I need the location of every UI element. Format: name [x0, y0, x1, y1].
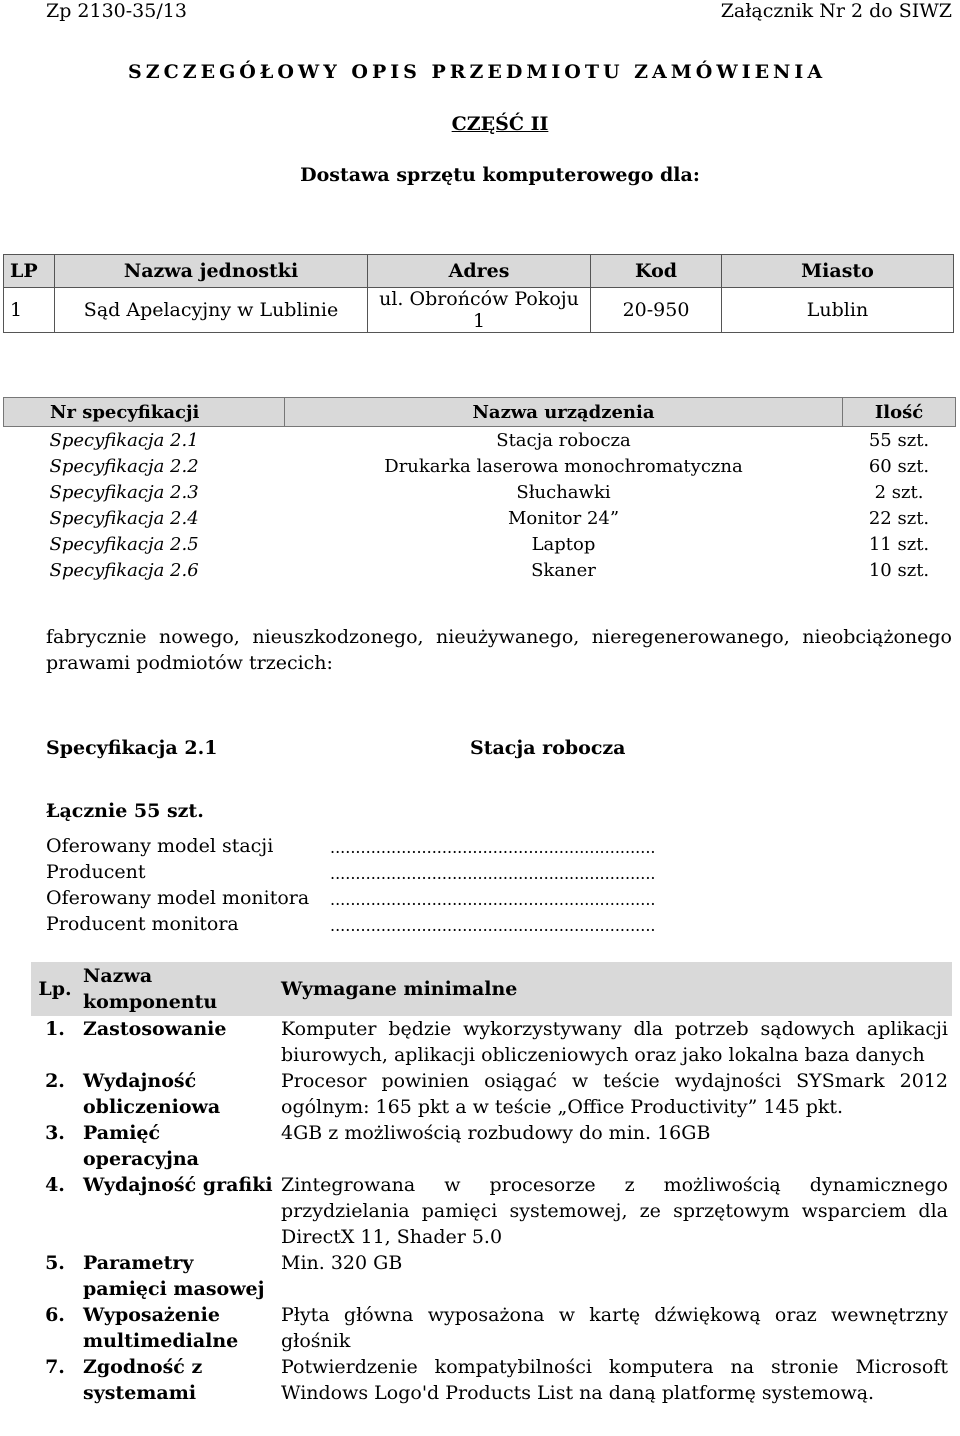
row-component: Zgodność z systemami [83, 1356, 203, 1404]
row-component: Zastosowanie [83, 1018, 227, 1040]
field-value: ................................................................ [330, 864, 656, 883]
field-label: Producent [46, 861, 146, 883]
location-table-header [4, 255, 954, 288]
header-component: Nazwa komponentu [79, 962, 277, 1016]
table-row [4, 531, 956, 557]
table-row [31, 1068, 952, 1120]
cell-address: ul. Obrońców Pokoju 1 [368, 288, 591, 333]
table-row [4, 453, 956, 479]
section-device-name: Stacja robocza [470, 737, 626, 759]
header-address: Adres [368, 255, 591, 288]
cell-spec-number: Specyfikacja 2.4 [49, 507, 199, 529]
header-lp: LP [4, 255, 55, 288]
field-value: ................................................................ [330, 838, 656, 857]
row-requirement: 4GB z możliwością rozbudowy do min. 16GB [281, 1122, 711, 1144]
header-unit-name: Nazwa jednostki [55, 255, 368, 288]
cell-spec-number: Specyfikacja 2.2 [49, 455, 199, 477]
table-row [4, 288, 954, 333]
header-spec-number: Nr specyfikacji [4, 398, 285, 427]
row-number: 4. [45, 1174, 65, 1196]
location-table [3, 254, 954, 333]
table-row [31, 1120, 952, 1172]
table-row [31, 1172, 952, 1250]
section-total: Łącznie 55 szt. [46, 800, 204, 822]
row-component: Pamięć operacyjna [83, 1122, 199, 1170]
row-requirement: Procesor powinien osiągać w teście wydajności SYSmark 2012 ogólnym: 165 pkt a w teście „Office Productivity” 145 pkt. [281, 1070, 948, 1118]
table-row [31, 1302, 952, 1354]
table-row [4, 557, 956, 583]
header-device-name: Nazwa urządzenia [285, 398, 843, 427]
field-label: Producent monitora [46, 913, 239, 935]
table-row [31, 1250, 952, 1302]
spec-table-header [4, 398, 956, 427]
row-requirement: Zintegrowana w procesorze z możliwością dynamicznego przydzielania pamięci systemowej, ze sprzętowym wsparciem dla DirectX 11, Shader 5.0 [281, 1174, 948, 1248]
document-title: SZCZEGÓŁOWY OPIS PRZEDMIOTU ZAMÓWIENIA [128, 61, 827, 83]
delivery-subtitle: Dostawa sprzętu komputerowego dla: [300, 164, 700, 186]
row-number: 7. [45, 1356, 65, 1378]
row-number: 3. [45, 1122, 65, 1144]
cell-quantity: 10 szt. [868, 559, 930, 581]
header-lp: Lp. [31, 962, 79, 1016]
part-heading: CZĘŚĆ II [451, 113, 549, 135]
row-requirement: Płyta główna wyposażona w kartę dźwiękową oraz wewnętrzny głośnik [281, 1304, 948, 1352]
cell-device-name: Drukarka laserowa monochromatyczna [384, 455, 743, 477]
requirements-table [31, 962, 952, 1406]
header-code: Kod [591, 255, 722, 288]
cell-device-name: Stacja robocza [496, 429, 631, 451]
row-component: Wyposażenie multimedialne [83, 1304, 239, 1352]
field-value: ................................................................ [330, 890, 656, 909]
cell-quantity: 55 szt. [868, 429, 930, 451]
cell-quantity: 22 szt. [868, 507, 930, 529]
field-label: Oferowany model monitora [46, 887, 310, 909]
table-row [4, 427, 956, 454]
field-label: Oferowany model stacji [46, 835, 274, 857]
table-row [31, 1016, 952, 1068]
header-quantity: Ilość [843, 398, 956, 427]
row-requirement: Min. 320 GB [281, 1252, 403, 1274]
intro-paragraph: fabrycznie nowego, nieuszkodzonego, nieużywanego, nieregenerowanego, nieobciążonego prawami podmiotów trzecich: [46, 626, 952, 674]
table-row [31, 1354, 952, 1406]
row-component: Parametry pamięci masowej [83, 1252, 265, 1300]
cell-unit-name: Sąd Apelacyjny w Lublinie [55, 288, 368, 333]
header-requirements: Wymagane minimalne [277, 962, 952, 1016]
header-city: Miasto [722, 255, 954, 288]
cell-device-name: Słuchawki [516, 481, 611, 503]
row-component: Wydajność grafiki [83, 1174, 273, 1196]
row-number: 6. [45, 1304, 65, 1326]
cell-code: 20-950 [591, 288, 722, 333]
field-value: ................................................................ [330, 916, 656, 935]
cell-lp: 1 [4, 288, 55, 333]
row-requirement: Potwierdzenie kompatybilności komputera na stronie Microsoft Windows Logo'd Products List na daną platformę systemową. [281, 1356, 948, 1404]
document-reference: Zp 2130-35/13 [46, 0, 187, 22]
table-row [4, 505, 956, 531]
cell-spec-number: Specyfikacja 2.3 [49, 481, 199, 503]
table-row [4, 479, 956, 505]
specification-table [3, 397, 956, 583]
cell-quantity: 2 szt. [874, 481, 924, 503]
cell-device-name: Monitor 24” [507, 507, 620, 529]
cell-device-name: Laptop [531, 533, 596, 555]
cell-city: Lublin [722, 288, 954, 333]
cell-quantity: 11 szt. [868, 533, 930, 555]
row-number: 5. [45, 1252, 65, 1274]
annex-label: Załącznik Nr 2 do SIWZ [720, 0, 952, 22]
cell-device-name: Skaner [531, 559, 596, 581]
row-component: Wydajność obliczeniowa [83, 1070, 221, 1118]
req-table-header [31, 962, 952, 1016]
cell-spec-number: Specyfikacja 2.5 [49, 533, 199, 555]
cell-spec-number: Specyfikacja 2.1 [49, 429, 199, 451]
section-spec-number: Specyfikacja 2.1 [46, 737, 218, 759]
row-number: 2. [45, 1070, 65, 1092]
cell-spec-number: Specyfikacja 2.6 [49, 559, 199, 581]
row-requirement: Komputer będzie wykorzystywany dla potrzeb sądowych aplikacji biurowych, aplikacji obliczeniowych oraz jako lokalna baza danych [281, 1018, 948, 1066]
cell-quantity: 60 szt. [868, 455, 930, 477]
row-number: 1. [45, 1018, 65, 1040]
